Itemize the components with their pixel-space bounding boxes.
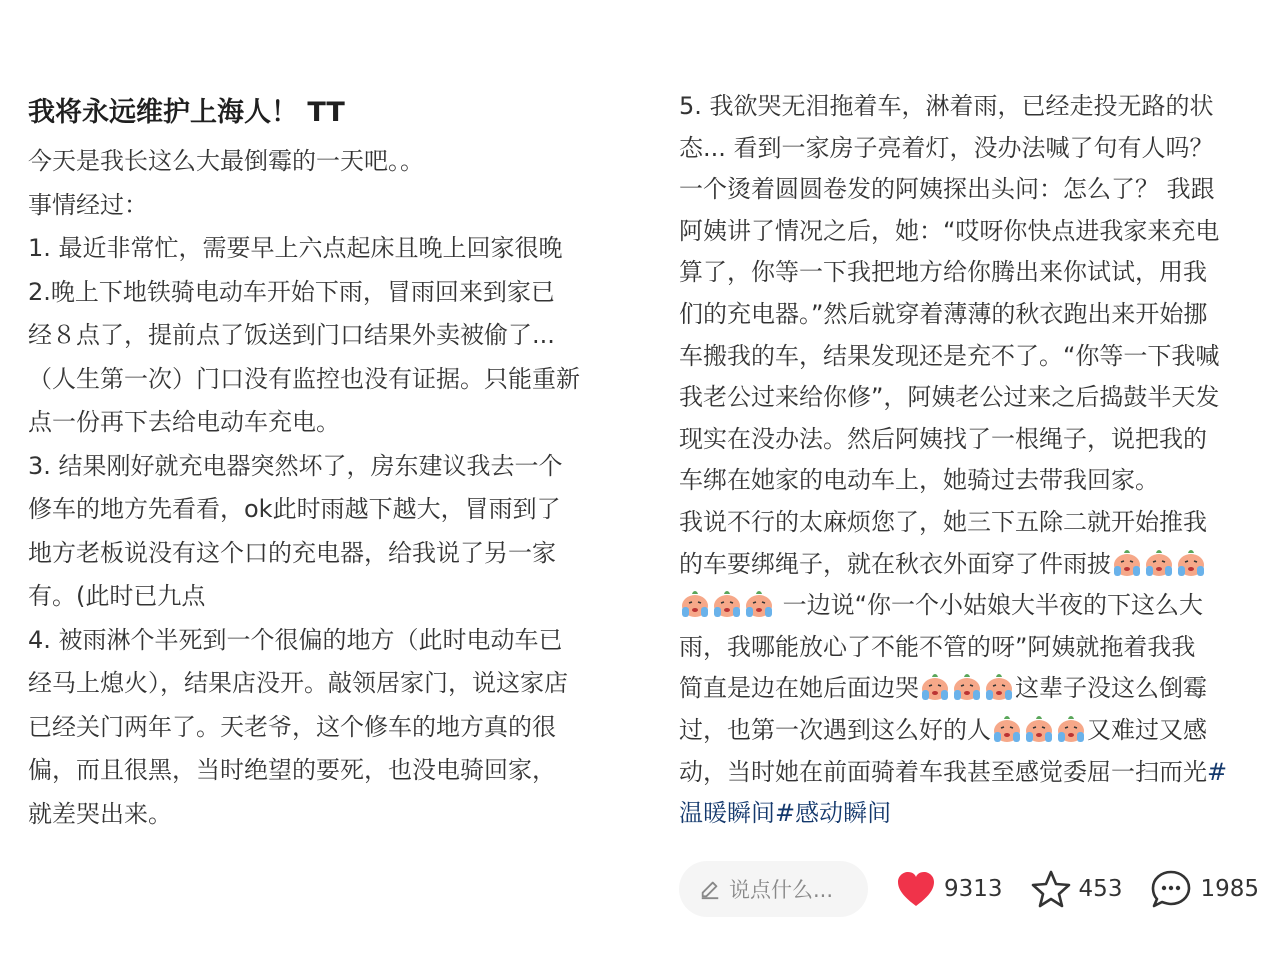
comment-bubble-icon (1150, 869, 1192, 909)
body-line: 点一份再下去给电动车充电。 (28, 408, 340, 436)
body-line: 态... 看到一家房子亮着灯，没办法喊了句有人吗？ (679, 133, 1214, 162)
body-line: 一个烫着圆圆卷发的阿姨探出头问：怎么了？ 我跟 (679, 175, 1215, 204)
body-line: 经马上熄火），结果店没开。敲领居家门，说这家店 (28, 669, 568, 697)
body-line: 经８点了，提前点了饭送到门口结果外卖被偷了... (28, 321, 555, 349)
favorite-button[interactable] (1031, 870, 1123, 908)
body-line: 车绑在她家的电动车上，她骑过去带我回家。 (679, 466, 1159, 495)
comment-button[interactable] (1150, 869, 1259, 909)
body-line: 4. 被雨淋个半死到一个很偏的地方（此时电动车已 (28, 625, 563, 654)
pencil-icon (699, 878, 721, 900)
body-line: 5. 我欲哭无泪拖着车，淋着雨，已经走投无路的状 (679, 92, 1214, 120)
body-text: 简直是边在她后面边哭 (679, 674, 919, 703)
body-text: 动，当时她在前面骑着车我甚至感觉委屈一扫而光 (679, 757, 1207, 786)
like-button[interactable] (896, 870, 1003, 908)
body-text: 一边说“你一个小姑娘大半夜的下这么大 (775, 591, 1204, 620)
comment-input[interactable] (679, 861, 868, 917)
body-line (679, 710, 1269, 752)
body-line (679, 668, 1269, 710)
crying-emoji-icon (680, 589, 710, 619)
post-body-left (28, 140, 638, 836)
comment-placeholder: 说点什么... (729, 878, 834, 902)
body-line: 事情经过： (28, 190, 148, 219)
body-line: 地方老板说没有这个口的充电器，给我说了另一家 (28, 538, 556, 567)
body-line: 已经关门两年了。天老爷，这个修车的地方真的很 (28, 712, 556, 741)
body-text: 这辈子没这么倒霉 (1015, 674, 1207, 703)
like-count: 9313 (944, 876, 1003, 902)
crying-emoji-icon (1176, 548, 1206, 578)
post-content-right (679, 86, 1269, 835)
body-text: 过，也第一次遇到这么好的人 (679, 715, 991, 744)
hashtag-link[interactable]: #感动瞬间 (775, 799, 892, 828)
comment-count: 1985 (1200, 876, 1259, 902)
body-line: 算了，你等一下我把地方给你腾出来你试试，用我 (679, 258, 1207, 287)
body-line: 车搬我的车，结果发现还是充不了。“你等一下我喊 (679, 341, 1220, 370)
body-line (679, 585, 1269, 627)
body-line: 3. 结果刚好就充电器突然坏了，房东建议我去一个 (28, 451, 563, 480)
crying-emoji-icon (992, 714, 1022, 744)
hashtag-link[interactable]: # (1207, 757, 1228, 786)
body-line: 雨，我哪能放心了不能不管的呀”阿姨就拖着我我 (679, 632, 1196, 661)
body-line (679, 752, 1269, 794)
body-line (679, 544, 1269, 586)
body-line: 偏，而且很黑，当时绝望的要死，也没电骑回家， (28, 756, 556, 784)
crying-emoji-icon (744, 589, 774, 619)
body-line: 现实在没办法。然后阿姨找了一根绳子，说把我的 (679, 424, 1207, 453)
body-line: （人生第一次）门口没有监控也没有证据。只能重新 (28, 364, 580, 393)
body-line: 阿姨讲了情况之后，她：“哎呀你快点进我家来充电 (679, 216, 1220, 245)
heart-icon (896, 870, 936, 908)
hashtag-link[interactable]: 温暖瞬间 (679, 799, 775, 828)
body-line: 们的充电器。”然后就穿着薄薄的秋衣跑出来开始挪 (679, 299, 1208, 328)
post-title: 我将永远维护上海人！ TT (28, 97, 345, 128)
body-line: 我老公过来给你修”，阿姨老公过来之后捣鼓半天发 (679, 383, 1220, 412)
body-line: 修车的地方先看看，ok此时雨越下越大，冒雨到了 (28, 495, 561, 523)
favorite-count: 453 (1078, 876, 1123, 902)
crying-emoji-icon (984, 672, 1014, 702)
body-line: 1. 最近非常忙，需要早上六点起床且晚上回家很晚 (28, 234, 563, 262)
crying-emoji-icon (1024, 714, 1054, 744)
crying-emoji-icon (952, 672, 982, 702)
body-line: 2.晚上下地铁骑电动车开始下雨，冒雨回来到家已 (28, 277, 555, 306)
crying-emoji-icon (920, 672, 950, 702)
crying-emoji-icon (1112, 548, 1142, 578)
interaction-bar (679, 860, 1259, 918)
body-line: 我说不行的太麻烦您了，她三下五除二就开始推我 (679, 507, 1207, 536)
body-text: 的车要绑绳子，就在秋衣外面穿了件雨披 (679, 549, 1111, 578)
crying-emoji-icon (1056, 714, 1086, 744)
body-line: 今天是我长这么大最倒霉的一天吧。。 (28, 147, 424, 175)
body-text: 又难过又感 (1087, 715, 1207, 744)
body-line (679, 793, 1269, 835)
crying-emoji-icon (1144, 548, 1174, 578)
post-content-left (28, 96, 638, 836)
body-line: 就差哭出来。 (28, 799, 172, 828)
star-icon (1031, 870, 1071, 908)
body-line: 有。(此时已九点 (28, 582, 206, 610)
crying-emoji-icon (712, 589, 742, 619)
